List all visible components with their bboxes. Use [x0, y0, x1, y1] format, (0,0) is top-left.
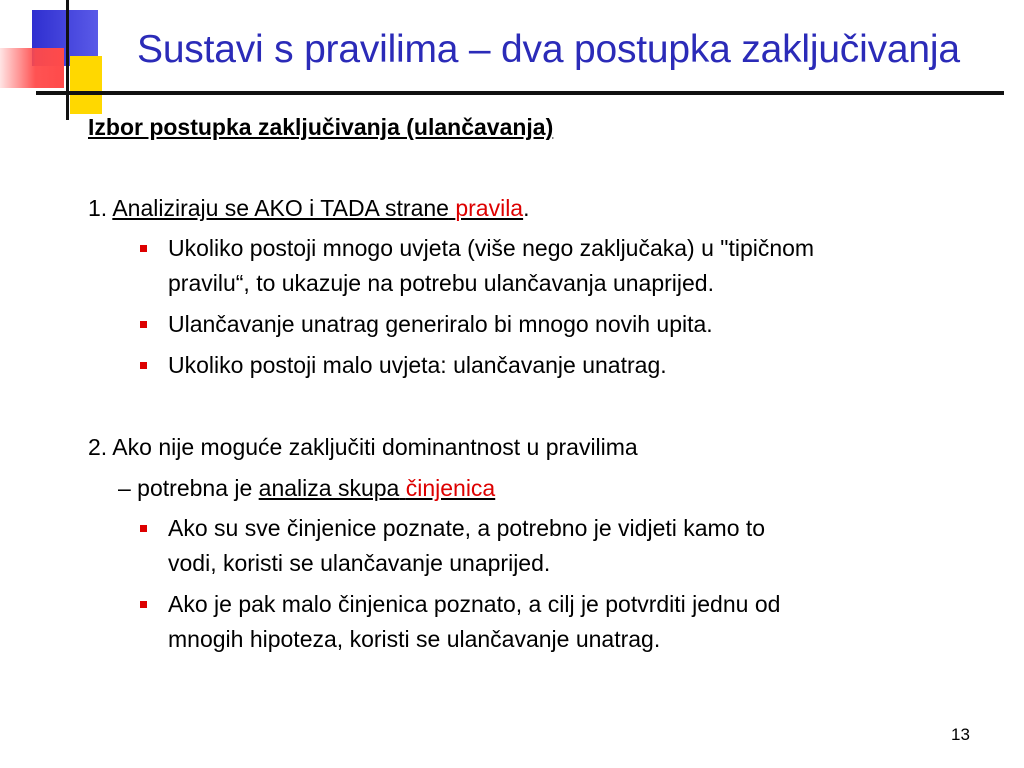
- item-1-bullet-3: Ukoliko postoji malo uvjeta: ulančavanje unatrag.: [168, 352, 667, 378]
- item-2-line-1: 2. Ako nije moguće zaključiti dominantnost u pravilima: [88, 434, 638, 460]
- item-2-bullet-1-line-1: Ako su sve činjenice poznate, a potrebno je vidjeti kamo to: [168, 515, 766, 541]
- item-1-bullet-2: Ulančavanje unatrag generiralo bi mnogo novih upita.: [168, 311, 713, 337]
- slide-title: Sustavi s pravilima – dva postupka zaključivanja: [137, 28, 960, 71]
- section-heading: Izbor postupka zaključivanja (ulančavanja): [88, 114, 554, 140]
- page-number: 13: [951, 725, 970, 744]
- item-2-bullet-2-line-2: mnogih hipoteza, koristi se ulančavanje unatrag.: [168, 626, 661, 652]
- bullet-square-icon: [140, 601, 147, 608]
- item-2-underlined: analiza skupa činjenica: [258, 475, 496, 501]
- bullet-square-icon: [140, 245, 147, 252]
- item-1-bullet-1-line-1: Ukoliko postoji mnogo uvjeta (više nego zaključaka) u "tipičnom: [168, 235, 815, 261]
- bullet-square-icon: [140, 525, 147, 532]
- item-1: [88, 195, 530, 222]
- bullet-square-icon: [140, 362, 147, 369]
- item-2-bullet-2-line-1: Ako je pak malo činjenica poznato, a cilj je potvrditi jednu od: [168, 591, 781, 617]
- bullet-square-icon: [140, 321, 147, 328]
- item-1-end: .: [523, 195, 530, 221]
- item-1-bullet-1-line-2: pravilu“, to ukazuje na potrebu ulančavanja unaprijed.: [168, 270, 714, 296]
- item-2-prefix: – potrebna je: [118, 475, 253, 501]
- item-2-bullet-1-line-2: vodi, koristi se ulančavanje unaprijed.: [168, 550, 551, 576]
- item-1-text: Analiziraju se AKO i TADA strane pravila: [112, 195, 524, 221]
- item-2-red-text: činjenica: [405, 475, 496, 501]
- item-2-line-2: [118, 475, 495, 502]
- item-1-number: 1.: [88, 195, 108, 221]
- item-1-red-text: pravila: [455, 195, 524, 221]
